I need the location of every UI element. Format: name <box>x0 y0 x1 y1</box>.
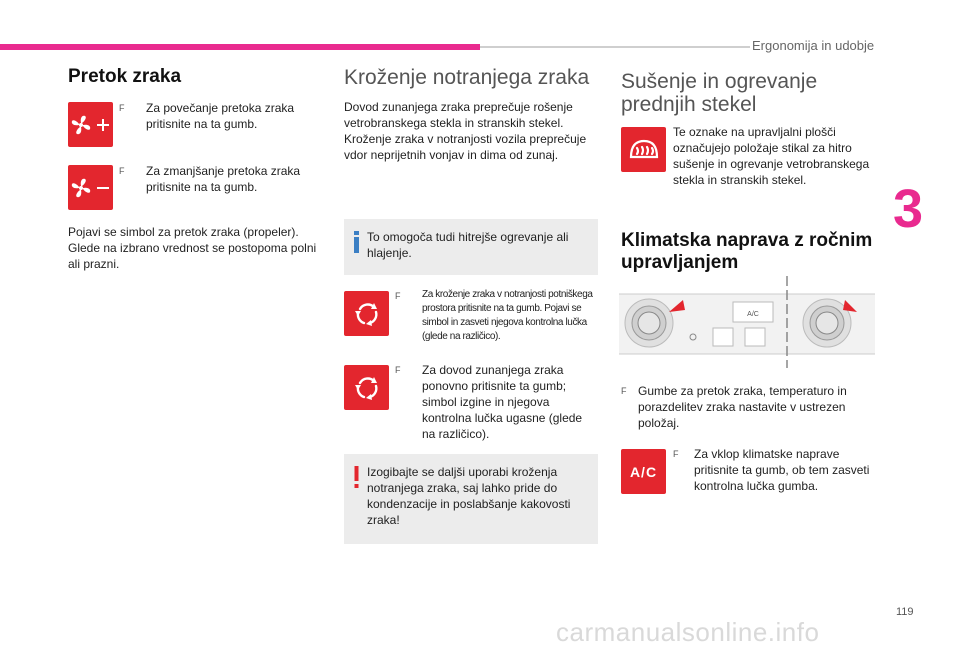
bullet-icon: F <box>621 386 627 396</box>
header-rule <box>480 46 750 48</box>
fan-symbol-paragraph: Pojavi se simbol za pretok zraka (propeler). Glede na izbrano vrednost se postopoma polni ali prazni. <box>68 225 317 271</box>
recirc-off-text: Za dovod zunanjega zraka ponovno pritisnite ta gumb; simbol izgine in njegova kontrolna lučka ugasne (glede na različico). <box>422 363 583 441</box>
windshield-defrost-icon <box>621 127 666 172</box>
bullet-icon: F <box>395 365 401 375</box>
bullet-icon: F <box>119 103 125 113</box>
watermark: carmanualsonline.info <box>556 617 820 647</box>
recirculation-icon <box>344 291 389 336</box>
climate-panel-illustration <box>619 276 875 368</box>
recirculation-icon <box>344 365 389 410</box>
left-knob <box>625 299 673 347</box>
info-note-text: To omogoča tudi hitrejše ogrevanje ali hlajenje. <box>367 230 569 260</box>
ac-text: Za vklop klimatske naprave pritisnite ta gumb, ob tem zasveti kontrolna lučka gumba. <box>694 447 870 493</box>
bullet-icon: F <box>673 449 679 459</box>
increase-flow-text: Za povečanje pretoka zraka pritisnite na ta gumb. <box>146 101 295 131</box>
defrost-text: Te oznake na upravljalni plošči označujejo položaje stikal za hitro sušenje in ogrevanje vetrobranskega stekla in stranskih stekel. <box>673 125 870 187</box>
bullet-recirc-on <box>395 288 599 344</box>
chapter-number: 3 <box>893 179 924 239</box>
header-title: Ergonomija in udobje <box>752 38 875 53</box>
warning-note-text: Izogibajte se daljši uporabi kroženja notranjega zraka, saj lahko pride do kondenzacije in poslabšanje kakovosti zraka! <box>367 465 571 527</box>
warning-icon <box>354 466 360 488</box>
decrease-flow-text: Za zmanjšanje pretoka zraka pritisnite na ta gumb. <box>146 164 301 194</box>
bullet-increase-flow <box>119 100 319 132</box>
section-title-klimatska: Klimatska naprava z ročnim upravljanjem <box>621 230 873 273</box>
gumbe-text: Gumbe za pretok zraka, temperaturo in porazdelitev zraka nastavite v ustrezen položaj. <box>638 384 847 430</box>
recirc-on-text: Za kroženje zraka v notranjosti potniškega prostora pritisnite na ta gumb. Pojavi se simbol in zasveti njegova kontrolna lučka (glede na različico). <box>422 289 593 342</box>
ac-button-icon <box>621 449 666 494</box>
bullet-recirc-off <box>395 362 585 442</box>
header-accent-bar <box>0 44 480 50</box>
krozenje-intro: Dovod zunanjega zraka preprečuje rošenje vetrobranskega stekla in stranskih stekel. Kroženje zraka v notranjosti vozila preprečuje vdor neprijetnih vonjav in dima od zunaj. <box>344 100 587 162</box>
bullet-icon: F <box>395 291 401 301</box>
section-title-pretok-zraka: Pretok zraka <box>68 66 182 87</box>
bullet-decrease-flow <box>119 163 319 195</box>
section-title-susenje: Sušenje in ogrevanje prednjih stekel <box>621 70 818 117</box>
info-icon <box>354 231 360 253</box>
page-number: 119 <box>896 606 914 618</box>
bullet-icon: F <box>119 166 125 176</box>
bullet-gumbe <box>621 383 861 431</box>
bullet-ac <box>673 446 873 494</box>
section-title-krozenje: Kroženje notranjega zraka <box>344 66 590 89</box>
fan-plus-icon <box>68 102 113 147</box>
warning-note <box>344 454 598 544</box>
fan-minus-icon <box>68 165 113 210</box>
panel-ac-label: A/C <box>747 311 759 318</box>
ac-icon-label: A/C <box>629 463 658 480</box>
info-note <box>344 219 598 275</box>
